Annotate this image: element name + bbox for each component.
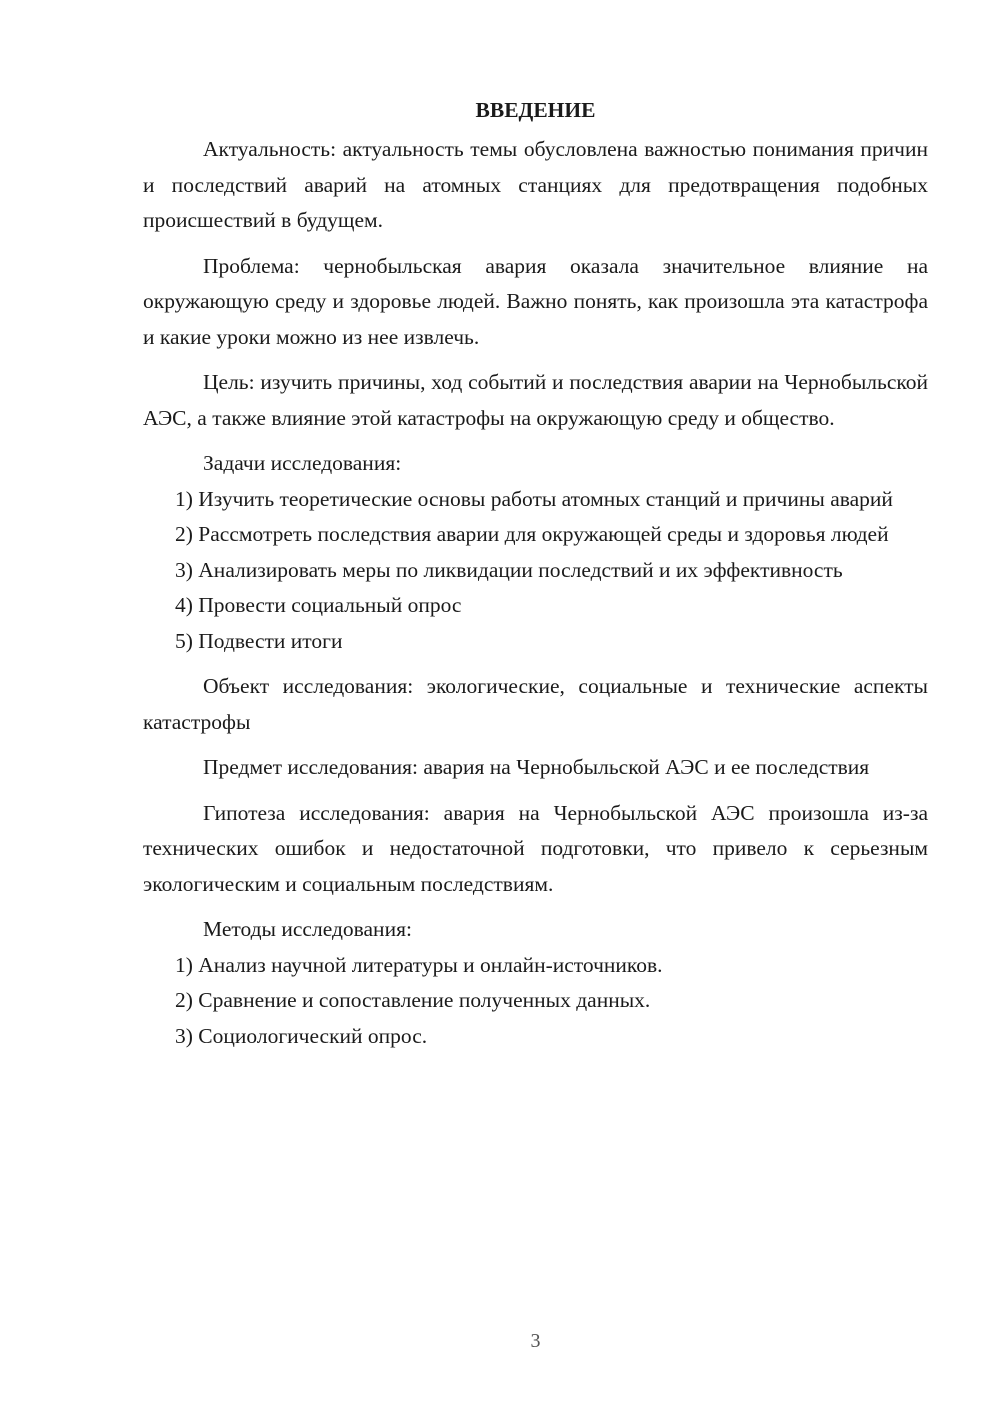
task-item-2: 2) Рассмотреть последствия аварии для окружающей среды и здоровья людей xyxy=(175,522,889,546)
method-item-2: 2) Сравнение и сопоставление полученных данных. xyxy=(175,988,651,1012)
page-content xyxy=(143,92,928,1054)
paragraph-hypothesis: Гипотеза исследования: авария на Чернобыльской АЭС произошла из-за технических ошибок и недостаточной подготовки, что привело к серьезным экологическим и социальным последствиям. xyxy=(143,800,928,896)
paragraph-relevance: Актуальность: актуальность темы обусловлена важностью понимания причин и последствий аварий на атомных станциях для предотвращения подобных происшествий в будущем. xyxy=(143,137,928,232)
task-item-5: 5) Подвести итоги xyxy=(175,628,343,653)
methods-heading: Методы исследования: xyxy=(203,917,412,941)
task-item-1: 1) Изучить теоретические основы работы атомных станций и причины аварий xyxy=(175,486,893,511)
task-item-3: 3) Анализировать меры по ликвидации последствий и их эффективность xyxy=(175,557,843,582)
method-item-1: 1) Анализ научной литературы и онлайн-источников. xyxy=(175,952,663,977)
paragraph-goal: Цель: изучить причины, ход событий и последствия аварии на Чернобыльской АЭС, а также влияние этой катастрофы на окружающую среду и общество. xyxy=(143,370,928,430)
paragraph-problem: Проблема: чернобыльская авария оказала значительное влияние на окружающую среду и здоровье людей. Важно понять, как произошла эта катастрофа и какие уроки можно из нее извлечь. xyxy=(143,253,928,349)
page-number: 3 xyxy=(530,1330,541,1352)
task-item-4: 4) Провести социальный опрос xyxy=(175,593,462,617)
paragraph-object: Объект исследования: экологические, социальные и технические аспекты катастрофы xyxy=(143,674,928,734)
tasks-heading: Задачи исследования: xyxy=(203,451,402,475)
paragraph-subject: Предмет исследования: авария на Чернобыльской АЭС и ее последствия xyxy=(203,755,870,779)
method-item-3: 3) Социологический опрос. xyxy=(175,1023,428,1048)
section-title: ВВЕДЕНИЕ xyxy=(475,98,596,122)
